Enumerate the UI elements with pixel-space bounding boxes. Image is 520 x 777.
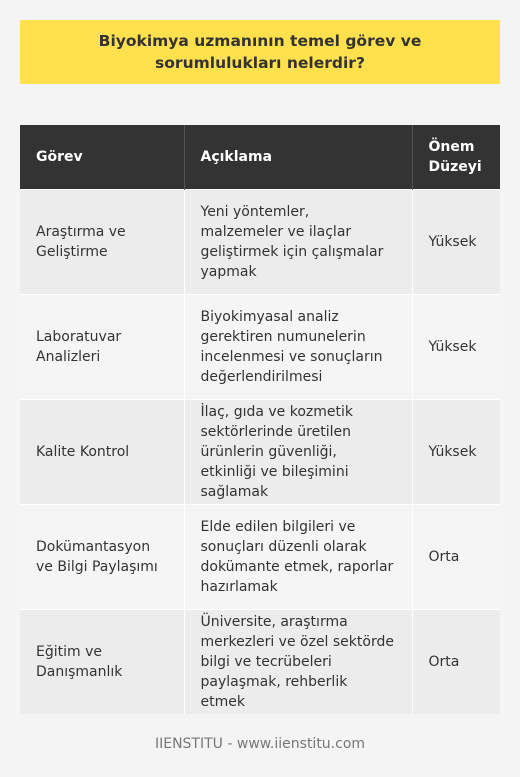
task-cell: Eğitim ve Danışmanlık [20, 609, 184, 714]
table-header-row [20, 125, 500, 189]
table-row [20, 399, 500, 504]
task-cell: Dokümantasyon ve Bilgi Paylaşımı [20, 504, 184, 609]
importance-cell: Yüksek [412, 294, 500, 399]
responsibilities-table [20, 125, 500, 714]
column-header-task: Görev [20, 125, 184, 189]
importance-cell: Yüksek [412, 399, 500, 504]
column-header-description: Açıklama [184, 125, 412, 189]
description-cell: İlaç, gıda ve kozmetik sektörlerinde üretilen ürünlerin güvenliği, etkinliği ve bileşimini sağlamak [184, 399, 412, 504]
page-title: Biyokimya uzmanının temel görev ve sorumlulukları nelerdir? [98, 32, 422, 72]
task-cell: Laboratuvar Analizleri [20, 294, 184, 399]
task-cell: Araştırma ve Geliştirme [20, 189, 184, 294]
table-row [20, 609, 500, 714]
importance-cell: Orta [412, 609, 500, 714]
description-cell: Yeni yöntemler, malzemeler ve ilaçlar geliştirmek için çalışmalar yapmak [184, 189, 412, 294]
task-cell: Kalite Kontrol [20, 399, 184, 504]
description-cell: Üniversite, araştırma merkezleri ve özel sektörde bilgi ve tecrübeleri paylaşmak, rehberlik etmek [184, 609, 412, 714]
footer-credit: IIENSTITU - www.iienstitu.com [154, 736, 366, 752]
table-row [20, 294, 500, 399]
page-title-banner [20, 20, 500, 84]
importance-cell: Orta [412, 504, 500, 609]
description-cell: Biyokimyasal analiz gerektiren numunelerin incelenmesi ve sonuçların değerlendirilmesi [184, 294, 412, 399]
column-header-importance: Önem Düzeyi [412, 125, 500, 189]
table-row [20, 504, 500, 609]
description-cell: Elde edilen bilgileri ve sonuçları düzenli olarak dokümante etmek, raporlar hazırlamak [184, 504, 412, 609]
importance-cell: Yüksek [412, 189, 500, 294]
table-row [20, 189, 500, 294]
